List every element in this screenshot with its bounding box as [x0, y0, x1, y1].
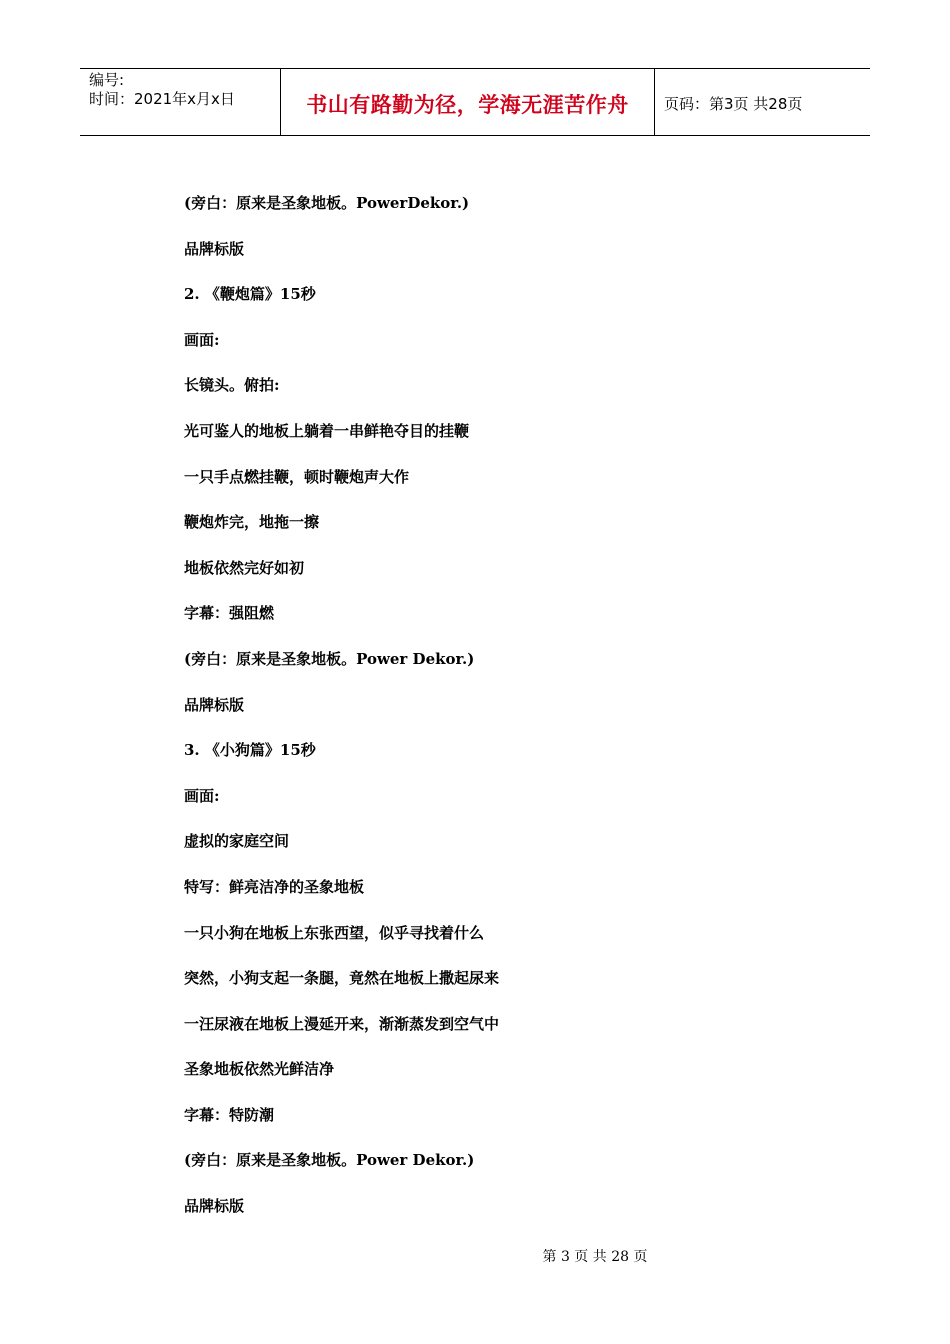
body-line: 品牌标版	[184, 239, 245, 258]
body-line: 画面:	[184, 330, 220, 349]
body-line: 字幕：强阻燃	[184, 604, 275, 623]
body-line: 光可鉴人的地板上躺着一串鲜艳夺目的挂鞭	[184, 421, 470, 440]
body-line: (旁白：原来是圣象地板。Power Dekor.)	[184, 649, 475, 668]
body-line: 圣象地板依然光鲜洁净	[184, 1060, 335, 1079]
body-line: 一只小狗在地板上东张西望，似乎寻找着什么	[184, 923, 485, 942]
page-info: 页码：第3页 共28页	[664, 94, 803, 113]
body-line: 品牌标版	[184, 1197, 245, 1216]
body-line: 长镜头。俯拍:	[184, 376, 280, 395]
body-line: 地板依然完好如初	[184, 558, 305, 577]
body-line: 虚拟的家庭空间	[184, 832, 290, 851]
date-label: 时间：2021年x月x日	[89, 90, 235, 108]
footer-page-number: 第 3 页 共 28 页	[542, 1249, 648, 1265]
body-line: 品牌标版	[184, 695, 245, 714]
header-meta-cell	[80, 69, 281, 135]
body-line: 2. 《鞭炮篇》15秒	[184, 285, 316, 304]
slogan: 书山有路勤为径，学海无涯苦作舟	[306, 93, 629, 117]
body-line: 特写：鲜亮洁净的圣象地板	[184, 877, 365, 896]
body-line: 突然，小狗支起一条腿，竟然在地板上撒起尿来	[184, 969, 500, 988]
document-body	[184, 191, 784, 1240]
body-line: 鞭炮炸完，地拖一擦	[184, 513, 320, 532]
page-header	[80, 68, 870, 136]
header-slogan-cell	[281, 69, 655, 135]
body-line: 字幕：特防潮	[184, 1105, 275, 1124]
body-line: (旁白：原来是圣象地板。PowerDekor.)	[184, 194, 470, 212]
body-line: (旁白：原来是圣象地板。Power Dekor.)	[184, 1151, 475, 1170]
page-footer	[0, 1246, 950, 1266]
body-line: 画面:	[184, 786, 220, 805]
code-label: 编号:	[89, 71, 125, 89]
body-line: 3. 《小狗篇》15秒	[184, 741, 316, 760]
body-line: 一只手点燃挂鞭，顿时鞭炮声大作	[184, 467, 410, 486]
body-line: 一汪尿液在地板上漫延开来，渐渐蒸发到空气中	[184, 1014, 500, 1033]
header-page-cell	[655, 69, 870, 135]
